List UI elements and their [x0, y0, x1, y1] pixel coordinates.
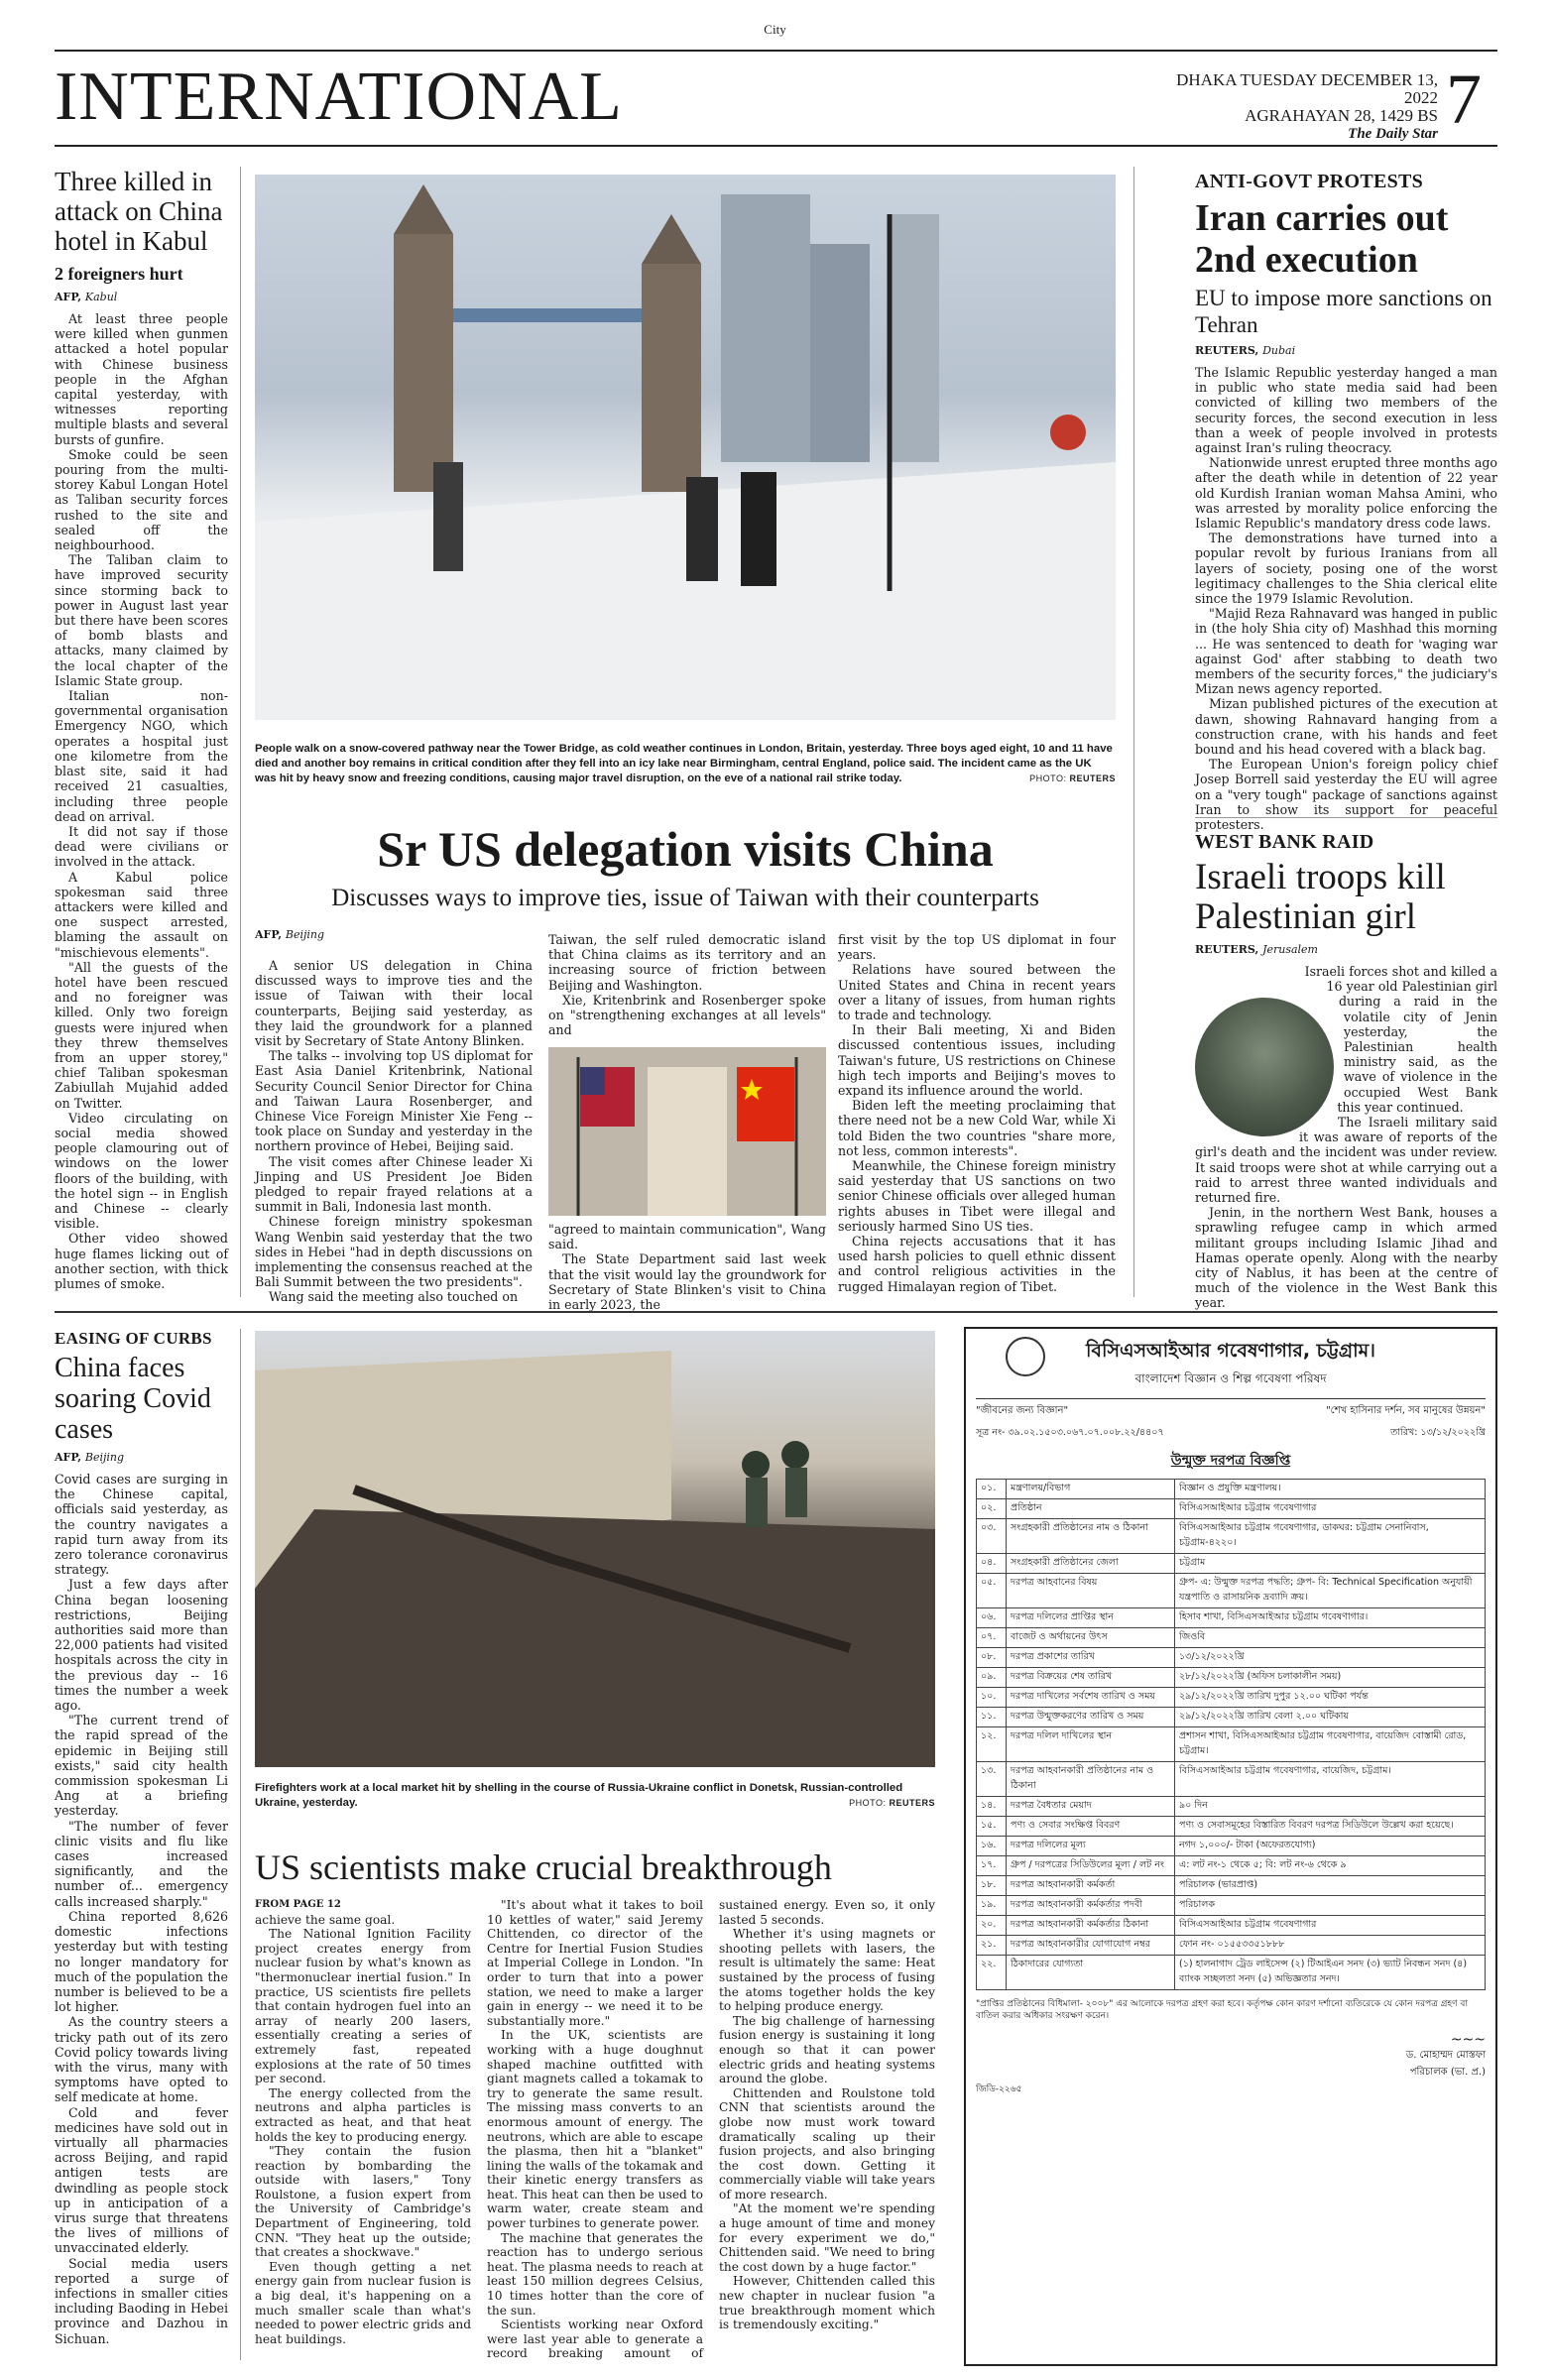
kabul-subhead: 2 foreigners hurt	[55, 264, 183, 284]
page-number: 7	[1446, 60, 1482, 139]
tender-cell: দরপত্র বৈধতার মেয়াদ	[1007, 1797, 1175, 1817]
us-china-col1: A senior US delegation in China discussed ways to improve ties and the issue of Taiwan with their local counterparts, Beijing said yesterday, as they laid the groundwork for a planned visit by Secretary of State Antony Blinken. The talks -- involving top US diplomat for East Asia Daniel Kritenbrink, National Security Council Senior Director for China and Taiwan Laura Rosenberger, and Chinese Vice Foreign Minister Xie Feng -- took place on Sunday and yesterday in the northern province of Hebei, Beijing said. The visit comes after Chinese leader Xi Jinping and US President Joe Biden pledged to repair frayed relations at a summit in Bali, Indonesia last month. Chinese foreign ministry spokesman Wang Wenbin said yesterday that the two sides in Hebei "had in depth discussions on implementing the consensus reached at the Bali Summit between the two presidents". Wang said the meeting also touched on	[255, 958, 533, 1305]
tender-cell: বিসিএসআইআর চট্টগ্রাম গবেষণাগার, ডাকঘর: চট্টগ্রাম সেনানিবাস, চট্টগ্রাম-৪২২০।	[1175, 1519, 1486, 1554]
tender-cell: পরিচালক (ভারপ্রাপ্ত)	[1175, 1876, 1486, 1896]
tender-cell: ফোন নং- ০১৫৫৩৩৫১৮৮৮	[1175, 1936, 1486, 1956]
us-china-col2-bottom: "agreed to maintain communication", Wang said. The State Department said last week that the visit would lay the groundwork for Secretary of State Blinken's visit to China in early 2023, the	[548, 1222, 826, 1313]
covid-byline: AFP, Beijing	[55, 1451, 125, 1464]
tender-cell: ১৩.	[977, 1762, 1007, 1797]
tender-cell: গ্রুপ / দরপত্রের সিডিউলের মূল্য / লট নং	[1007, 1856, 1175, 1876]
signature-mark: ~~~	[1450, 2032, 1486, 2048]
tender-row	[977, 1856, 1486, 1876]
tender-row	[977, 1708, 1486, 1727]
tender-cell: গ্রুপ- এ: উন্মুক্ত দরপত্র পদ্ধতি; গ্রুপ- বি: Technical Specification অনুযায়ী যন্ত্রপাতি ও রাসায়নিক দ্রব্যাদি ক্রয়।	[1175, 1574, 1486, 1608]
tender-footer-note: "প্রাপ্তির প্রতিষ্ঠানের বিধিমালা- ২০০৮" এর আলোকে দরপত্র গ্রহণ করা হবে। কর্তৃপক্ষ কোন কারণ দর্শানো ব্যতিরেকে যে কোন দরপত্র গ্রহণ বা বাতিল করার অধিকার সংরক্ষণ করেন।	[976, 1999, 1469, 2021]
tender-header	[976, 1337, 1486, 1390]
tender-cell: ১৩/১২/২০২২খ্রি	[1175, 1648, 1486, 1668]
iran-kicker: ANTI-GOVT PROTESTS	[1195, 171, 1424, 192]
tender-cell: বিসিএসআইআর চট্টগ্রাম গবেষণাগার	[1175, 1499, 1486, 1519]
tender-row	[977, 1648, 1486, 1668]
tender-cell: ১৯.	[977, 1896, 1007, 1916]
us-china-headline: Sr US delegation visits China	[377, 821, 994, 877]
iran-subhead: EU to impose more sanctions on Tehran	[1195, 286, 1492, 337]
tender-cell: দরপত্র আহবানের বিষয়	[1007, 1574, 1175, 1608]
iran-body: The Islamic Republic yesterday hanged a man in public who state media said had been convicted of killing two members of the security forces, the second execution in less than a week of people involved in protests against Iran's ruling theocracy. Nationwide unrest erupted three months ago after the death while in detention of 22 year old Kurdish Iranian woman Mahsa Amini, who was arrested by morality police enforcing the Islamic Republic's mandatory dress code laws. The demonstrations have turned into a popular revolt by furious Iranians from all layers of society, posing one of the worst legitimacy challenges to the Shia clerical elite since the 1979 Islamic Revolution. "Majid Reza Rahnavard was hanged in public in (the holy Shia city of) Mashhad this morning ... He was sentenced to death for 'waging war against God' after stabbing to death two members of the security forces," the judiciary's Mizan news agency reported. Mizan published pictures of the execution at dawn, showing Rahnavard hanging from a construction crane, with his hands and feet bound and his head covered with a black bag. The European Union's foreign policy chief Josep Borrell said yesterday the EU will agree on a "very tough" package of sanctions against Iran to show its support for peaceful protesters.	[1195, 365, 1497, 833]
iran-headline: Iran carries out 2nd execution	[1195, 197, 1449, 281]
tender-cell: ১৬.	[977, 1837, 1007, 1856]
covid-headline: China faces soaring Covid cases	[55, 1353, 211, 1445]
westbank-story	[1195, 831, 1497, 1311]
section-title: INTERNATIONAL	[55, 59, 623, 135]
tender-cell: পণ্য ও সেবাসমূহের বিস্তারিত বিবরণ দরপত্র সিডিউলে উল্লেখ করা হয়েছে।	[1175, 1817, 1486, 1837]
tender-cell: পরিচালক	[1175, 1896, 1486, 1916]
tender-cell: ২২.	[977, 1956, 1007, 1990]
westbank-byline: REUTERS, Jerusalem	[1195, 943, 1318, 956]
tender-row	[977, 1797, 1486, 1817]
tender-row	[977, 1554, 1486, 1574]
tender-cell: ৯০ দিন	[1175, 1797, 1486, 1817]
tender-cell: ০৮.	[977, 1648, 1007, 1668]
tender-row	[977, 1817, 1486, 1837]
donetsk-photo	[255, 1331, 935, 1767]
tender-parent: বাংলাদেশ বিজ্ঞান ও শিল্প গবেষণা পরিষদ	[1134, 1371, 1327, 1385]
donetsk-photo-credit: PHOTO: REUTERS	[849, 1798, 935, 1808]
fusion-from-page: FROM PAGE 12	[255, 1899, 341, 1910]
signatory-title: পরিচালক (ভা. প্র.)	[1409, 2067, 1486, 2078]
tender-cell: ০৪.	[977, 1554, 1007, 1574]
kabul-story	[55, 167, 228, 1291]
tender-cell: ০১.	[977, 1480, 1007, 1499]
tender-cell: সংগ্রহকারী প্রতিষ্ঠানের নাম ও ঠিকানা	[1007, 1519, 1175, 1554]
fusion-body: FROM PAGE 12 achieve the same goal. The National Ignition Facility project creates energy from nuclear fusion by what's known as "thermonuclear inertial fusion." In practice, US scientists fire pellets that contain hydrogen fuel into an array of nearly 200 lasers, essentially creating a series of extremely fast, repeated explosions at the rate of 50 times per second. The energy collected from the neutrons and alpha particles is extracted as heat, and that heat holds the key to producing energy. "They contain the fusion reaction by bombarding the outside with lasers," Tony Roulstone, a fusion expert from the University of Cambridge's Department of Engineering, told CNN. "They heat up the outside; that creates a shockwave." Even though getting a net energy gain from nuclear fusion is a big deal, it's happening on a much smaller scale than what's needed to power electric grids and heat buildings. "It's about what it takes to boil 10 kettles of water," said Jeremy Chittenden, co director of the Centre for Inertial Fusion Studies at Imperial College in London. "In order to turn that into a power station, we need to make a larger gain in energy -- we need it to be substantially more." In the UK, scientists are working with a huge doughnut shaped machine outfitted with giant magnets called a tokamak to try to generate the same result. The missing mass converts to an enormous amount of energy. The neutrons, which are able to escape the plasma, then hit a "blanket" lining the walls of the tokamak and their kinetic energy transfers as heat. This heat can then be used to warm water, create steam and power turbines to generate power. The machine that generates the reaction has to undergo serious heat. The plasma needs to reach at least 150 million degrees Celsius, 10 times hotter than the core of the sun. Scientists working near Oxford were last year able to generate a record breaking amount of sustained energy. Even so, it only lasted 5 seconds. Whether it's using magnets or shooting pellets with lasers, the result is ultimately the same: Heat sustained by the process of fusing the atoms together holds the key to helping produce energy. The big challenge of harnessing fusion energy is sustaining it long enough so that it can power electric grids and heating systems around the globe. Chittenden and Roulstone told CNN that scientists around the globe now must work toward dramatically scaling up their fusion projects, and also bringing the cost down. Getting it commercially viable will take years of more research. "At the moment we're spending a huge amount of time and money for every experiment we do," Chittenden said. "We need to bring the cost down by a huge factor." However, Chittenden called this new chapter in nuclear fusion "a true breakthrough moment which is tremendously exciting."	[255, 1898, 935, 2361]
tender-cell: দরপত্র দাখিলের সর্বশেষ তারিখ ও সময়	[1007, 1688, 1175, 1708]
tender-cell: ১০.	[977, 1688, 1007, 1708]
tender-cell: দরপত্র বিক্রয়ের শেষ তারিখ	[1007, 1668, 1175, 1688]
tender-ad-code: জিডি-২২৬৫	[976, 2084, 1022, 2094]
us-china-col2-top: Taiwan, the self ruled democratic island that China claims as its territory and an increasing source of friction between Beijing and Washington. Xie, Kritenbrink and Rosenberger spoke on "strengthening exchanges at all levels" and	[548, 932, 826, 1038]
tower-bridge-scene	[255, 175, 1116, 720]
tender-cell: বিসিএসআইআর চট্টগ্রাম গবেষণাগার, বায়েজিদ, চট্টগ্রাম।	[1175, 1762, 1486, 1797]
tender-row	[977, 1762, 1486, 1797]
tender-row	[977, 1837, 1486, 1856]
iran-byline: REUTERS, Dubai	[1195, 344, 1296, 357]
tender-slogan-left: "জীবনের জন্য বিজ্ঞান"	[976, 1405, 1069, 1416]
westbank-headline: Israeli troops kill Palestinian girl	[1195, 857, 1446, 937]
tender-cell: দরপত্র আহবানকারী কর্মকর্তার পদবী	[1007, 1896, 1175, 1916]
tender-cell: ১৮.	[977, 1876, 1007, 1896]
tender-cell: প্রতিষ্ঠান	[1007, 1499, 1175, 1519]
tender-cell: ০৩.	[977, 1519, 1007, 1554]
signatory-name: ড. মোহাম্মদ মোস্তফা	[1405, 2050, 1486, 2061]
tender-row	[977, 1574, 1486, 1608]
tender-row	[977, 1628, 1486, 1648]
tender-cell: মন্ত্রণালয়/বিভাগ	[1007, 1480, 1175, 1499]
tender-signature	[976, 2032, 1486, 2082]
tender-cell: পণ্য ও সেবার সংক্ষিপ্ত বিবরণ	[1007, 1817, 1175, 1837]
tender-cell: ১২.	[977, 1727, 1007, 1762]
tender-cell: বিজ্ঞান ও প্রযুক্তি মন্ত্রণালয়।	[1175, 1480, 1486, 1499]
tender-table	[976, 1479, 1486, 1990]
bcsir-logo-icon	[1006, 1337, 1045, 1376]
top-label: City	[764, 22, 786, 37]
iran-story	[1195, 171, 1497, 832]
tender-cell: দরপত্র দলিল দাখিলের স্থান	[1007, 1727, 1175, 1762]
kabul-byline: AFP, Kabul	[55, 291, 118, 303]
kabul-body: At least three people were killed when gunmen attacked a hotel popular with Chinese business people in the Afghan capital yesterday, with witnesses reporting multiple blasts and several bursts of gunfire. Smoke could be seen pouring from the multi-storey Kabul Longan Hotel as Taliban security forces rushed to the site and sealed off the neighbourhood. The Taliban claim to have improved security since storming back to power in August last year but there have been scores of bomb blasts and attacks, many claimed by the local chapter of the Islamic State group. Italian non-governmental organisation Emergency NGO, which operates a hospital just one kilometre from the blast site, said it had received 21 casualties, including three people dead on arrival. It did not say if those dead were civilians or involved in the attack. A Kabul police spokesman said three attackers were killed and one suspect arrested, blaming the assault on "mischievous elements". "All the guests of the hotel have been rescued and no foreigner was killed. Only two foreign guests were injured when they threw themselves from an upper storey," chief Taliban spokesman Zabiullah Mujahid added on Twitter. Video circulating on social media showed people clamouring out of windows on the lower floors of the building, with the hotel sign -- in English and Chinese -- clearly visible. Other video showed huge flames licking out of another section, with thick plumes of smoke.	[55, 311, 228, 1291]
tender-cell: ১৪.	[977, 1797, 1007, 1817]
tender-cell: দরপত্র উন্মুক্তকরণের তারিখ ও সময়	[1007, 1708, 1175, 1727]
tender-title: উন্মুক্ত দরপত্র বিজ্ঞপ্তি	[1170, 1453, 1291, 1469]
paper-name: The Daily Star	[1348, 126, 1438, 142]
bangla-date: AGRAHAYAN 28, 1429 BS	[1245, 106, 1438, 125]
tender-date: তারিখ: ১৩/১২/২০২২খ্রি	[1390, 1427, 1486, 1438]
tender-cell: দরপত্র দলিলের মূল্য	[1007, 1837, 1175, 1856]
covid-body: Covid cases are surging in the Chinese capital, officials said yesterday, as the country navigates a rapid turn away from its zero tolerance coronavirus strategy. Just a few days after China began loosening restrictions, Beijing authorities said more than 22,000 patients had visited hospitals across the city in the previous day -- 16 times the number a week ago. "The current trend of the rapid spread of the epidemic in Beijing still exists," said city health commission spokesman Li Ang at a briefing yesterday. "The number of fever clinic visits and flu like cases increased significantly, and the number of... emergency calls increased sharply." China reported 8,626 domestic infections yesterday but with testing no longer mandatory for much of the population the number is believed to be a lot higher. As the country steers a tricky path out of its zero Covid policy towards living with the virus, many with symptoms have opted to self medicate at home. Cold and fever medicines have sold out in virtually all pharmacies across Beijing, and rapid antigen tests are dwindling as people stock up in anticipation of a virus surge that threatens the lives of millions of unvaccinated elderly. Social media users reported a surge of infections in smaller cities including Baoding in Hebei province and Dazhou in Sichuan.	[55, 1472, 228, 2346]
tender-cell: চট্টগ্রাম	[1175, 1554, 1486, 1574]
tender-row	[977, 1876, 1486, 1896]
london-caption: People walk on a snow-covered pathway near the Tower Bridge, as cold weather continues in London, Britain, yesterday. Three boys aged eight, 10 and 11 have died and another boy remains in critical condition after they fell into an icy lake near Birmingham, central England, police said. The incident came as the UK was hit by heavy snow and freezing conditions, causing major travel disruption, on the eve of a national rail strike today. PHOTO: REUTERS	[255, 743, 1116, 784]
tender-cell: ২০.	[977, 1916, 1007, 1936]
tender-cell: ০৫.	[977, 1574, 1007, 1608]
tender-cell: নগদ ১,০০০/- টাকা (অফেরতযোগ্য)	[1175, 1837, 1486, 1856]
tender-org: বিসিএসআইআর গবেষণাগার, চট্টগ্রাম।	[1086, 1340, 1375, 1362]
tender-cell: এ: লট নং-১ থেকে ৫; বি: লট নং-৬ থেকে ৯	[1175, 1856, 1486, 1876]
tender-row	[977, 1896, 1486, 1916]
tender-cell: দরপত্র আহবানকারী কর্মকর্তা	[1007, 1876, 1175, 1896]
date-line: DHAKA TUESDAY DECEMBER 13, 2022	[1176, 70, 1438, 107]
london-photo-credit: PHOTO: REUTERS	[1029, 774, 1116, 783]
tender-memo: সূত্র নং- ৩৯.০২.১৫০৩.০৬৭.০৭.০০৮.২২/৪৪০৭	[976, 1427, 1164, 1438]
westbank-body: Israeli forces shot and killed a 16 year old Palestinian girl during a raid in the volatile city of Jenin yesterday, the Palestinian health ministry said, as the wave of violence in the occupied West Bank this year continued. The Israeli military said it was aware of reports of the girl's death and the incident was under review. It said troops were shot at while carrying out a raid to arrest three wanted individuals and returned fire. Jenin, in the northern West Bank, houses a sprawling refugee camp in which armed militant groups including Islamic Jihad and Hamas operate openly. Along with the nearby city of Nablus, it has been at the centre of much of the violence in the West Bank this year.	[1195, 964, 1497, 1311]
us-china-byline: AFP, Beijing	[255, 928, 325, 941]
tender-cell: ১৫.	[977, 1817, 1007, 1837]
kabul-headline: Three killed in attack on China hotel in Kabul	[55, 167, 223, 256]
tender-cell: ২১.	[977, 1936, 1007, 1956]
tender-cell: ঠিকাদারের যোগ্যতা	[1007, 1956, 1175, 1990]
market-ruins	[255, 1331, 935, 1767]
tender-cell: ০২.	[977, 1499, 1007, 1519]
tender-cell: ২৯/১২/২০২২খ্রি তারিখ দুপুর ১২.০০ ঘটিকা পর্যন্ত	[1175, 1688, 1486, 1708]
donetsk-caption: Firefighters work at a local market hit by shelling in the course of Russia-Ukraine conflict in Donetsk, Russian-controlled Ukraine, yesterday. PHOTO: REUTERS	[255, 1782, 935, 1809]
tender-cell: দরপত্র দলিলের প্রাপ্তির স্থান	[1007, 1608, 1175, 1628]
tender-row	[977, 1936, 1486, 1956]
tender-row	[977, 1956, 1486, 1990]
tender-row	[977, 1519, 1486, 1554]
tender-cell: (১) হালনাগাদ ট্রেড লাইসেন্স (২) টিআইএন সনদ (৩) ভ্যাট নিবন্ধন সনদ (৪) ব্যাংক সচ্ছলতা সনদ (৫) অভিজ্ঞতার সনদ।	[1175, 1956, 1486, 1990]
tender-cell: প্রশাসন শাখা, বিসিএসআইআর চট্টগ্রাম গবেষণাগার, বায়েজিদ বোস্তামী রোড, চট্টগ্রাম।	[1175, 1727, 1486, 1762]
covid-story	[55, 1329, 228, 2346]
tender-row	[977, 1916, 1486, 1936]
tender-cell: ২৮/১২/২০২২খ্রি (অফিস চলাকালীন সময়)	[1175, 1668, 1486, 1688]
tender-cell: সংগ্রহকারী প্রতিষ্ঠানের জেলা	[1007, 1554, 1175, 1574]
westbank-kicker: WEST BANK RAID	[1195, 831, 1374, 853]
tender-cell: ০৬.	[977, 1608, 1007, 1628]
tender-cell: জিওবি	[1175, 1628, 1486, 1648]
tender-cell: বিসিএসআইআর চট্টগ্রাম গবেষণাগার	[1175, 1916, 1486, 1936]
london-photo	[255, 175, 1116, 720]
tender-cell: ০৭.	[977, 1628, 1007, 1648]
tender-cell: দরপত্র আহবানকারী কর্মকর্তার ঠিকানা	[1007, 1916, 1175, 1936]
tender-cell: দরপত্র আহবানকারী প্রতিষ্ঠানের নাম ও ঠিকানা	[1007, 1762, 1175, 1797]
tender-cell: বাজেট ও অর্থায়নের উৎস	[1007, 1628, 1175, 1648]
us-china-col3: first visit by the top US diplomat in four years. Relations have soured between the United States and China in recent years over a litany of issues, from human rights to trade and technology. In their Bali meeting, Xi and Biden discussed contentious issues, including Taiwan's future, US restrictions on Chinese high tech imports and Beijing's moves to expand its influence around the world. Biden left the meeting proclaiming that there need not be a new Cold War, while Xi told Biden the two countries "share more, not less, common interests". Meanwhile, the Chinese foreign ministry said yesterday that US sanctions on two senior Chinese officials over alleged human rights abuses in Tibet were illegal and seriously harmed Sino US ties. China rejects accusations that it has used harsh policies to quell ethnic dissent and control religious activities in the rugged Himalayan region of Tibet.	[838, 932, 1116, 1294]
tender-row	[977, 1608, 1486, 1628]
tender-cell: ০৯.	[977, 1668, 1007, 1688]
fusion-headline: US scientists make crucial breakthrough	[255, 1847, 832, 1887]
tender-row	[977, 1688, 1486, 1708]
tender-cell: ২৯/১২/২০২২খ্রি তারিখ বেলা ২.০০ ঘটিকায়	[1175, 1708, 1486, 1727]
tender-cell: দরপত্র আহবানকারীর যোগাযোগ নম্বর	[1007, 1936, 1175, 1956]
tender-row	[977, 1499, 1486, 1519]
tender-cell: ১৭.	[977, 1856, 1007, 1876]
dateline-block	[1140, 71, 1438, 143]
tender-cell: ১১.	[977, 1708, 1007, 1727]
tender-row	[977, 1727, 1486, 1762]
tender-cell: দরপত্র প্রকাশের তারিখ	[1007, 1648, 1175, 1668]
flags-photo	[548, 1047, 826, 1216]
covid-kicker: EASING OF CURBS	[55, 1329, 212, 1348]
tender-cell: হিসাব শাখা, বিসিএসআইআর চট্টগ্রাম গবেষণাগার।	[1175, 1608, 1486, 1628]
tender-slogan-right: "শেখ হাসিনার দর্শন, সব মানুষের উন্নয়ন"	[1326, 1405, 1486, 1416]
tender-ad	[964, 1327, 1497, 2366]
tender-row	[977, 1480, 1486, 1499]
us-china-subhead: Discusses ways to improve ties, issue of Taiwan with their counterparts	[331, 885, 1039, 911]
us-china-flags	[548, 1047, 826, 1216]
soldier-photo	[1195, 998, 1334, 1136]
tender-row	[977, 1668, 1486, 1688]
